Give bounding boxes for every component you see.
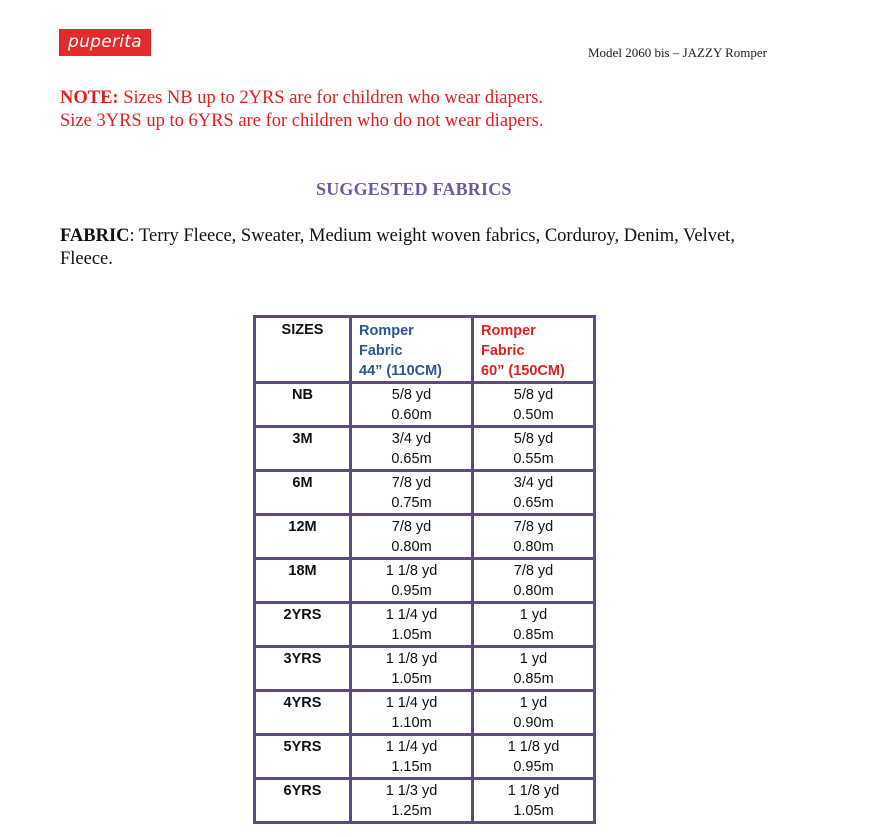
table-row xyxy=(255,383,595,427)
table-row xyxy=(255,427,595,471)
fabric-44-cell: 1 1/3 yd 1.25m xyxy=(351,779,473,823)
table-row xyxy=(255,471,595,515)
note-label: NOTE: xyxy=(60,88,119,108)
header-sizes: SIZES xyxy=(255,317,351,383)
fabric-60-cell: 7/8 yd 0.80m xyxy=(473,515,595,559)
size-cell: 18M xyxy=(255,559,351,603)
fabric-44-cell: 7/8 yd 0.75m xyxy=(351,471,473,515)
fabric-44-cell: 5/8 yd 0.60m xyxy=(351,383,473,427)
size-cell: 5YRS xyxy=(255,735,351,779)
fabric-60-cell: 1 1/8 yd 0.95m xyxy=(473,735,595,779)
fabric-label: FABRIC xyxy=(60,226,130,246)
size-cell: 6M xyxy=(255,471,351,515)
header-44-line-2: Fabric xyxy=(359,343,403,359)
header-44-line-1: Romper xyxy=(359,323,414,339)
fabric-60-cell: 1 yd 0.85m xyxy=(473,603,595,647)
fabric-60-cell: 5/8 yd 0.55m xyxy=(473,427,595,471)
table-row xyxy=(255,647,595,691)
table-row xyxy=(255,603,595,647)
fabric-60-cell: 5/8 yd 0.50m xyxy=(473,383,595,427)
note-block xyxy=(60,87,543,133)
fabric-60-cell: 7/8 yd 0.80m xyxy=(473,559,595,603)
fabric-60-cell: 1 yd 0.90m xyxy=(473,691,595,735)
table-row xyxy=(255,779,595,823)
header-44-fabric xyxy=(351,317,473,383)
size-cell: 12M xyxy=(255,515,351,559)
fabric-44-cell: 3/4 yd 0.65m xyxy=(351,427,473,471)
header-60-fabric xyxy=(473,317,595,383)
fabric-text: : Terry Fleece, Sweater, Medium weight woven fabrics, Corduroy, Denim, Velvet, Fleece. xyxy=(60,226,735,269)
size-cell: 3YRS xyxy=(255,647,351,691)
fabric-44-cell: 1 1/4 yd 1.10m xyxy=(351,691,473,735)
section-title: SUGGESTED FABRICS xyxy=(316,179,512,199)
table-row xyxy=(255,691,595,735)
note-line-2: Size 3YRS up to 6YRS are for children who do not wear diapers. xyxy=(60,111,544,131)
fabric-44-cell: 1 1/4 yd 1.15m xyxy=(351,735,473,779)
header-60-line-3: 60” (150CM) xyxy=(481,363,565,379)
fabric-44-cell: 7/8 yd 0.80m xyxy=(351,515,473,559)
size-cell: 6YRS xyxy=(255,779,351,823)
size-cell: 2YRS xyxy=(255,603,351,647)
header-60-line-1: Romper xyxy=(481,323,536,339)
fabric-44-cell: 1 1/4 yd 1.05m xyxy=(351,603,473,647)
table-row xyxy=(255,515,595,559)
table-row xyxy=(255,559,595,603)
table-body xyxy=(255,383,595,823)
fabric-60-cell: 1 yd 0.85m xyxy=(473,647,595,691)
note-text-1: Sizes NB up to 2YRS are for children who wear diapers. xyxy=(118,88,543,108)
table-header-row xyxy=(255,317,595,383)
header-44-line-3: 44” (110CM) xyxy=(359,363,443,379)
fabric-44-cell: 1 1/8 yd 0.95m xyxy=(351,559,473,603)
size-cell: NB xyxy=(255,383,351,427)
table-row xyxy=(255,735,595,779)
fabric-60-cell: 3/4 yd 0.65m xyxy=(473,471,595,515)
puperita-logo: puperita xyxy=(59,29,151,56)
size-cell: 4YRS xyxy=(255,691,351,735)
fabric-requirements-table xyxy=(253,315,596,824)
fabric-60-cell: 1 1/8 yd 1.05m xyxy=(473,779,595,823)
fabric-paragraph xyxy=(60,225,760,271)
header-60-line-2: Fabric xyxy=(481,343,525,359)
size-cell: 3M xyxy=(255,427,351,471)
fabric-44-cell: 1 1/8 yd 1.05m xyxy=(351,647,473,691)
model-title: Model 2060 bis – JAZZY Romper xyxy=(588,45,767,60)
note-line-1 xyxy=(60,87,543,110)
